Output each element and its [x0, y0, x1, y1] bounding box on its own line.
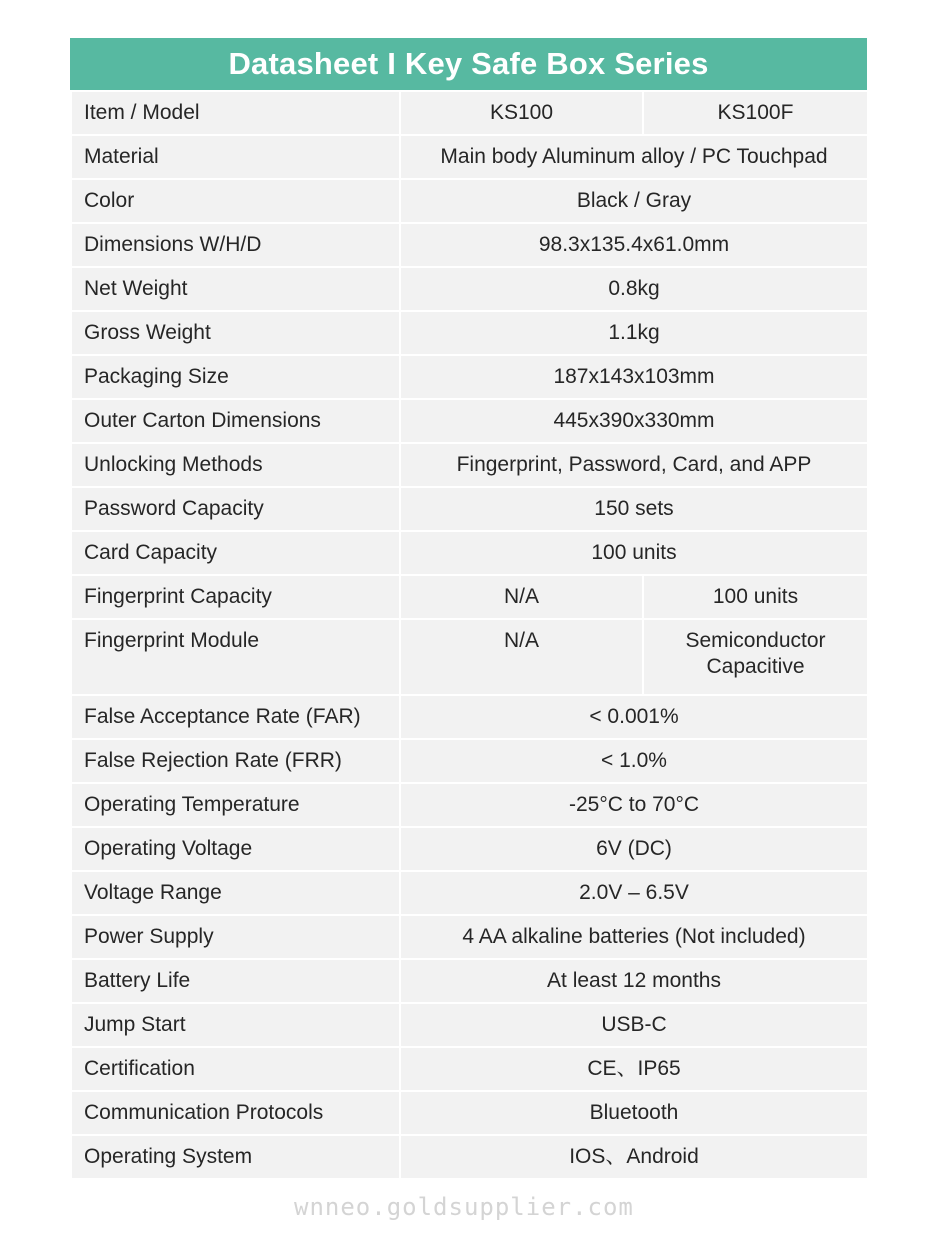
row-label: Outer Carton Dimensions — [71, 399, 400, 443]
table-row — [71, 179, 868, 223]
row-value-ks100f — [643, 619, 868, 695]
row-value: Main body Aluminum alloy / PC Touchpad — [400, 135, 868, 179]
row-value: 2.0V – 6.5V — [400, 871, 868, 915]
row-value: 6V (DC) — [400, 827, 868, 871]
row-value: CE、IP65 — [400, 1047, 868, 1091]
table-row — [71, 783, 868, 827]
row-label: Packaging Size — [71, 355, 400, 399]
row-value: Fingerprint, Password, Card, and APP — [400, 443, 868, 487]
spec-table — [70, 90, 869, 1180]
table-row — [71, 619, 868, 695]
header-label: Item / Model — [71, 91, 400, 135]
row-value-line: Semiconductor — [685, 629, 826, 652]
row-label: Unlocking Methods — [71, 443, 400, 487]
table-row — [71, 399, 868, 443]
datasheet — [70, 38, 867, 1180]
row-value: 100 units — [400, 531, 868, 575]
row-value: 1.1kg — [400, 311, 868, 355]
row-label: Power Supply — [71, 915, 400, 959]
model-ks100: KS100 — [400, 91, 643, 135]
row-label: Operating Voltage — [71, 827, 400, 871]
row-label: Fingerprint Module — [71, 619, 400, 695]
row-value-ks100: N/A — [400, 575, 643, 619]
row-label: False Rejection Rate (FRR) — [71, 739, 400, 783]
table-row — [71, 915, 868, 959]
row-label: Battery Life — [71, 959, 400, 1003]
row-value: < 0.001% — [400, 695, 868, 739]
row-label: Password Capacity — [71, 487, 400, 531]
table-row — [71, 443, 868, 487]
row-label: Operating System — [71, 1135, 400, 1179]
row-value: 187x143x103mm — [400, 355, 868, 399]
table-row — [71, 827, 868, 871]
row-label: Operating Temperature — [71, 783, 400, 827]
row-label: Certification — [71, 1047, 400, 1091]
row-value-ks100f: 100 units — [643, 575, 868, 619]
table-row — [71, 223, 868, 267]
row-label: Material — [71, 135, 400, 179]
row-value: USB-C — [400, 1003, 868, 1047]
table-row — [71, 871, 868, 915]
row-value: 4 AA alkaline batteries (Not included) — [400, 915, 868, 959]
datasheet-title: Datasheet I Key Safe Box Series — [70, 38, 867, 90]
row-label: Net Weight — [71, 267, 400, 311]
table-row — [71, 1135, 868, 1179]
row-value: IOS、Android — [400, 1135, 868, 1179]
row-label: Fingerprint Capacity — [71, 575, 400, 619]
row-label: Communication Protocols — [71, 1091, 400, 1135]
table-row — [71, 1003, 868, 1047]
table-row — [71, 1091, 868, 1135]
watermark: wnneo.goldsupplier.com — [294, 1193, 634, 1221]
row-value: -25°C to 70°C — [400, 783, 868, 827]
row-value: Bluetooth — [400, 1091, 868, 1135]
row-label: Card Capacity — [71, 531, 400, 575]
table-row — [71, 1047, 868, 1091]
row-value: 98.3x135.4x61.0mm — [400, 223, 868, 267]
row-value: 0.8kg — [400, 267, 868, 311]
table-row — [71, 575, 868, 619]
table-row — [71, 739, 868, 783]
row-label: Voltage Range — [71, 871, 400, 915]
table-row — [71, 135, 868, 179]
row-value: 150 sets — [400, 487, 868, 531]
row-value: Black / Gray — [400, 179, 868, 223]
table-row — [71, 91, 868, 135]
row-value: < 1.0% — [400, 739, 868, 783]
row-label: Jump Start — [71, 1003, 400, 1047]
row-label: Color — [71, 179, 400, 223]
table-row — [71, 487, 868, 531]
table-row — [71, 695, 868, 739]
row-value-line: Capacitive — [706, 655, 805, 678]
table-row — [71, 311, 868, 355]
row-label: False Acceptance Rate (FAR) — [71, 695, 400, 739]
table-row — [71, 959, 868, 1003]
table-row — [71, 267, 868, 311]
table-row — [71, 355, 868, 399]
row-value: At least 12 months — [400, 959, 868, 1003]
table-row — [71, 531, 868, 575]
row-label: Gross Weight — [71, 311, 400, 355]
row-value: 445x390x330mm — [400, 399, 868, 443]
row-label: Dimensions W/H/D — [71, 223, 400, 267]
row-value-ks100: N/A — [400, 619, 643, 695]
model-ks100f: KS100F — [643, 91, 868, 135]
